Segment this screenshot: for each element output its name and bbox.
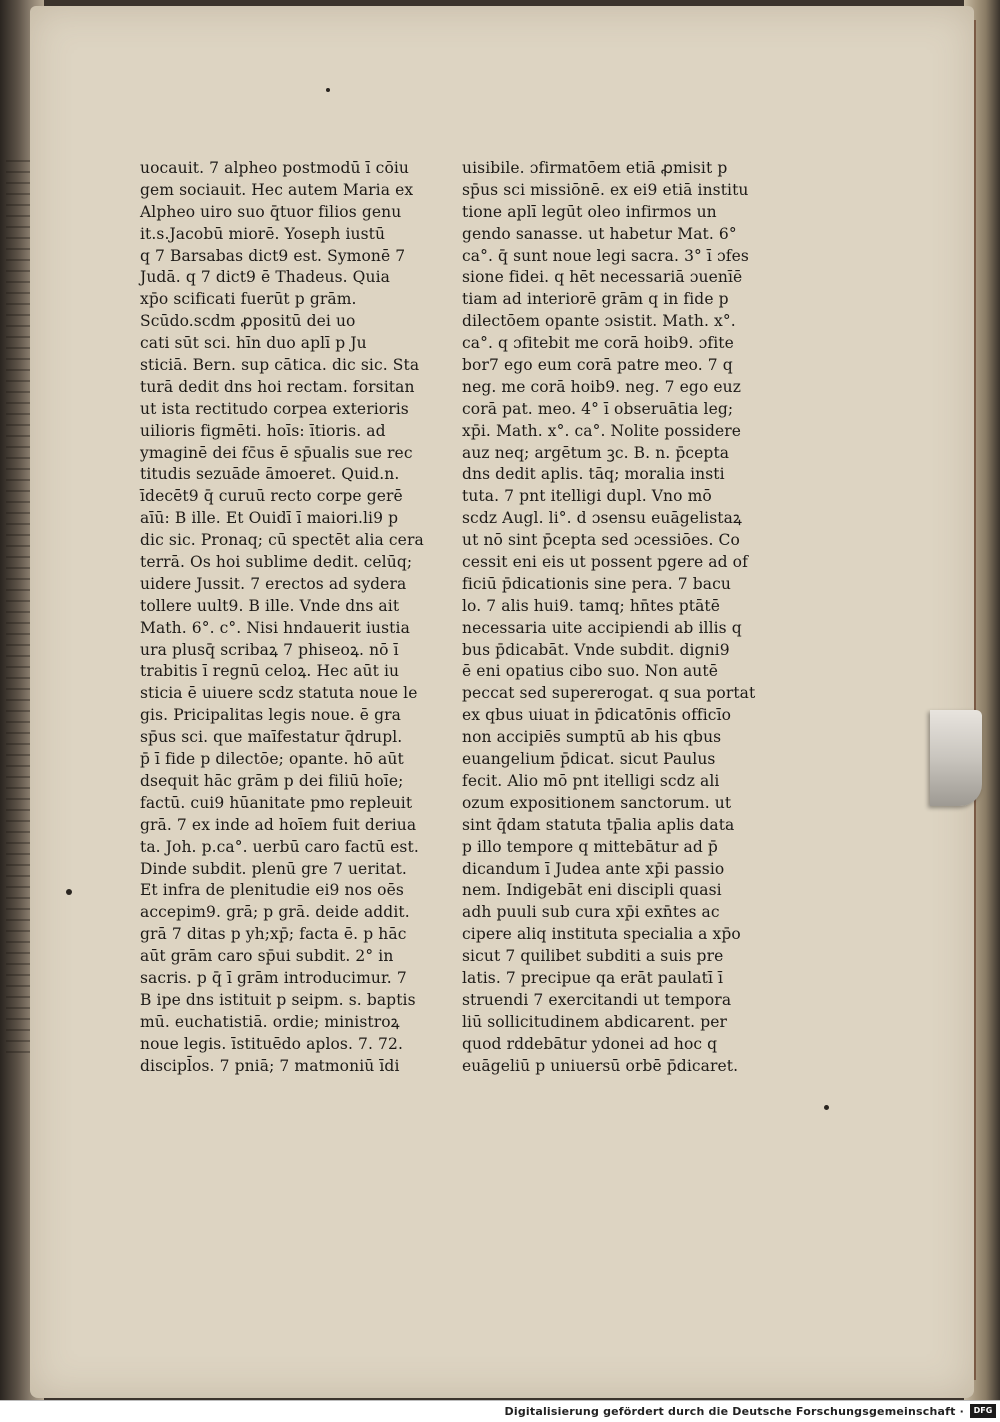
text-line: xp̄o scificati fuerūt p grām. <box>140 290 357 309</box>
text-line: adh puuli sub cura xp̄i exn̄tes ac <box>462 903 720 922</box>
text-line: grā. 7 ex inde ad hoīem fuit deriua <box>140 815 417 834</box>
text-line: auz neq; argētum ꝫc. B. n. p̄cepta <box>462 443 730 462</box>
digitization-footer <box>0 1400 1000 1422</box>
text-line: p illo tempore q mittebātur ad p̄ <box>462 837 718 856</box>
text-line: cipere aliq instituta specialia a xp̄o <box>462 925 741 944</box>
text-line: scdz Augl. li°. d ɔsensu euāgelistaꝝ <box>462 509 742 528</box>
text-line: tiam ad interiorē grām q in fide p <box>462 290 729 309</box>
text-line: Judā. q 7 dict9 ē Thadeus. Quia <box>140 268 390 287</box>
text-line: sint q̄dam statuta tp̄alia aplis data <box>462 815 735 834</box>
text-line: ex qbus uiuat in p̄dicatōnis officīo <box>462 706 732 725</box>
text-line: discipl̄os. 7 pniā; 7 matmoniū īdi <box>140 1056 400 1075</box>
text-line: Scūdo.scdm ꝓpositū dei uo <box>140 312 356 331</box>
text-line: ca°. q ɔfitebit me corā hoib9. ɔfite <box>462 334 734 353</box>
text-line: sp̄us sci. que maīfestatur q̄drupl. <box>140 728 403 747</box>
text-line: aūt grām caro sp̄ui subdit. 2° in <box>140 947 394 966</box>
page-clip <box>930 710 982 806</box>
text-line: neg. me corā hoib9. neg. 7 ego euz <box>462 377 742 396</box>
text-line: Alpheo uiro suo q̄tuor filios genu <box>140 202 402 221</box>
text-line: ca°. q̄ sunt noue legi sacra. 3° ī ɔfes <box>462 246 749 265</box>
text-line: ut ista rectitudo corpea exterioris <box>140 399 409 418</box>
ink-speck <box>66 889 72 895</box>
text-line: tuta. 7 pnt itelligi dupl. Vno mō <box>462 487 712 506</box>
text-line: euāgeliū p uniuersū orbē p̄dicaret. <box>462 1056 739 1075</box>
text-line: sicut 7 quilibet subditi a suis pre <box>462 947 724 966</box>
text-line: titudis sezuāde āmoeret. Quid.n. <box>140 465 400 484</box>
text-line: p̄ ī fide p dilectōe; opante. hō aūt <box>140 750 404 769</box>
text-line: dic sic. Pronaq; cū spectēt alia cera <box>140 531 424 550</box>
text-line: non accipiēs sumptū ab his qbus <box>462 728 722 747</box>
text-line: lo. 7 alis hui9. tamq; hn̄tes ptātē <box>462 596 721 615</box>
text-line: cati sūt sci. hīn duo aplī p Ju <box>140 334 367 353</box>
text-line: xp̄i. Math. x°. ca°. Nolite possidere <box>462 421 742 440</box>
text-line: bus p̄dicabāt. Vnde subdit. digni9 <box>462 640 730 659</box>
text-line: dsequit hāc grām p dei filiū hoīe; <box>140 771 404 790</box>
text-line: fecit. Alio mō pnt itelligi scdz ali <box>462 771 720 790</box>
text-line: turā dedit dns hoi rectam. forsitan <box>140 377 415 396</box>
text-line: ut nō sint p̄cepta sed ɔcessiōes. Co <box>462 531 740 550</box>
text-line: Et infra de plenitudie ei9 nos oēs <box>140 881 404 900</box>
text-line: dicandum ī Judea ante xp̄i passio <box>462 859 725 878</box>
text-line: bor7 ego eum corā patre meo. 7 q <box>462 356 733 375</box>
text-line: dns dedit aplis. tāq; moralia insti <box>462 465 725 484</box>
text-line: corā pat. meo. 4° ī obseruātia leg; <box>462 399 734 418</box>
text-line: gem sociauit. Hec autem Maria ex <box>140 180 414 199</box>
text-line: it.s.Jacobū miorē. Yoseph iustū <box>140 224 386 243</box>
text-line: uilioris figmēti. hoīs: ītioris. ad <box>140 421 386 440</box>
text-line: ta. Joh. p.ca°. uerbū caro factū est. <box>140 837 419 856</box>
text-line: ē eni opatius cibo suo. Non autē <box>462 662 718 681</box>
dfg-logo: DFG <box>970 1404 996 1418</box>
text-line: cessit eni eis ut possent pgere ad of <box>462 553 748 572</box>
text-line: aīū: B ille. Et Ouidī ī maiori.li9 p <box>140 509 399 528</box>
text-line: ozum expositionem sanctorum. ut <box>462 793 732 812</box>
text-line: uocauit. 7 alpheo postmodū ī cōiu <box>140 159 410 177</box>
text-column-left <box>140 158 440 1077</box>
text-line: sacris. p q̄ ī grām introducimur. 7 <box>140 968 407 987</box>
ink-speck <box>326 88 330 92</box>
text-line: q 7 Barsabas dict9 est. Symonē 7 <box>140 246 406 265</box>
text-line: uidere Jussit. 7 erectos ad sydera <box>140 574 407 593</box>
text-line: ura plusq̄ scribaꝝ 7 phiseoꝝ. nō ī <box>140 640 399 659</box>
text-line: accepim9. grā; p grā. deide addit. <box>140 903 410 922</box>
text-line: grā 7 ditas p yh;xp̄; facta ē. p hāc <box>140 925 407 944</box>
text-line: noue legis. īstituēdo aplos. 7. 72. <box>140 1034 404 1053</box>
text-line: necessaria uite accipiendi ab illis q <box>462 618 742 637</box>
text-line: peccat sed supererogat. q sua portat <box>462 684 756 703</box>
text-line: euangelium p̄dicat. sicut Paulus <box>462 750 716 769</box>
text-line: latis. 7 precipue qa erāt paulatī ī <box>462 968 724 987</box>
text-line: Math. 6°. c°. Nisi hndauerit iustia <box>140 618 410 637</box>
text-line: Dinde subdit. plenū gre 7 ueritat. <box>140 859 407 878</box>
text-line: B ipe dns istituit p seipm. s. baptis <box>140 990 416 1009</box>
text-line: dilectōem opante ɔsistit. Math. x°. <box>462 312 736 331</box>
funding-notice: Digitalisierung gefördert durch die Deutsche Forschungsgemeinschaft · <box>504 1405 964 1418</box>
text-line: sp̄us sci missiōnē. ex ei9 etiā institu <box>462 180 749 199</box>
text-line: trabitis ī regnū celoꝝ. Hec aūt iu <box>140 662 400 681</box>
text-line: terrā. Os hoi sublime dedit. celūq; <box>140 553 413 572</box>
text-line: tione aplī legūt oleo infirmos un <box>462 202 717 221</box>
text-line: sticia ē uiuere scdz statuta noue le <box>140 684 418 703</box>
text-line: liū sollicitudinem abdicarent. per <box>462 1012 728 1031</box>
text-line: sticiā. Bern. sup cātica. dic sic. Sta <box>140 356 420 375</box>
text-line: mū. euchatistiā. ordie; ministroꝝ <box>140 1012 400 1031</box>
text-line: gis. Pricipalitas legis noue. ē gra <box>140 706 401 725</box>
text-line: sione fidei. q hēt necessariā ɔuenīē <box>462 268 743 287</box>
text-line: struendi 7 exercitandi ut tempora <box>462 990 732 1009</box>
text-line: nem. Indigebāt eni discipli quasi <box>462 881 722 900</box>
text-line: ymaginē dei fc̄us ē sp̄ualis sue rec <box>140 443 413 462</box>
text-line: ficiū p̄dicationis sine pera. 7 bacu <box>462 574 732 593</box>
text-line: gendo sanasse. ut habetur Mat. 6° <box>462 224 737 243</box>
text-column-right <box>462 158 762 1077</box>
text-line: tollere uult9. B ille. Vnde dns ait <box>140 596 400 615</box>
text-line: uisibile. ɔfirmatōem etiā ꝓmisit p <box>462 159 728 177</box>
text-line: īdecēt9 q̄ curuū recto corpe gerē <box>140 487 403 506</box>
text-line: factū. cui9 hūanitate pmo repleuit <box>140 793 413 812</box>
text-line: quod rddebātur ydonei ad hoc q <box>462 1034 718 1053</box>
ink-speck <box>824 1105 829 1110</box>
